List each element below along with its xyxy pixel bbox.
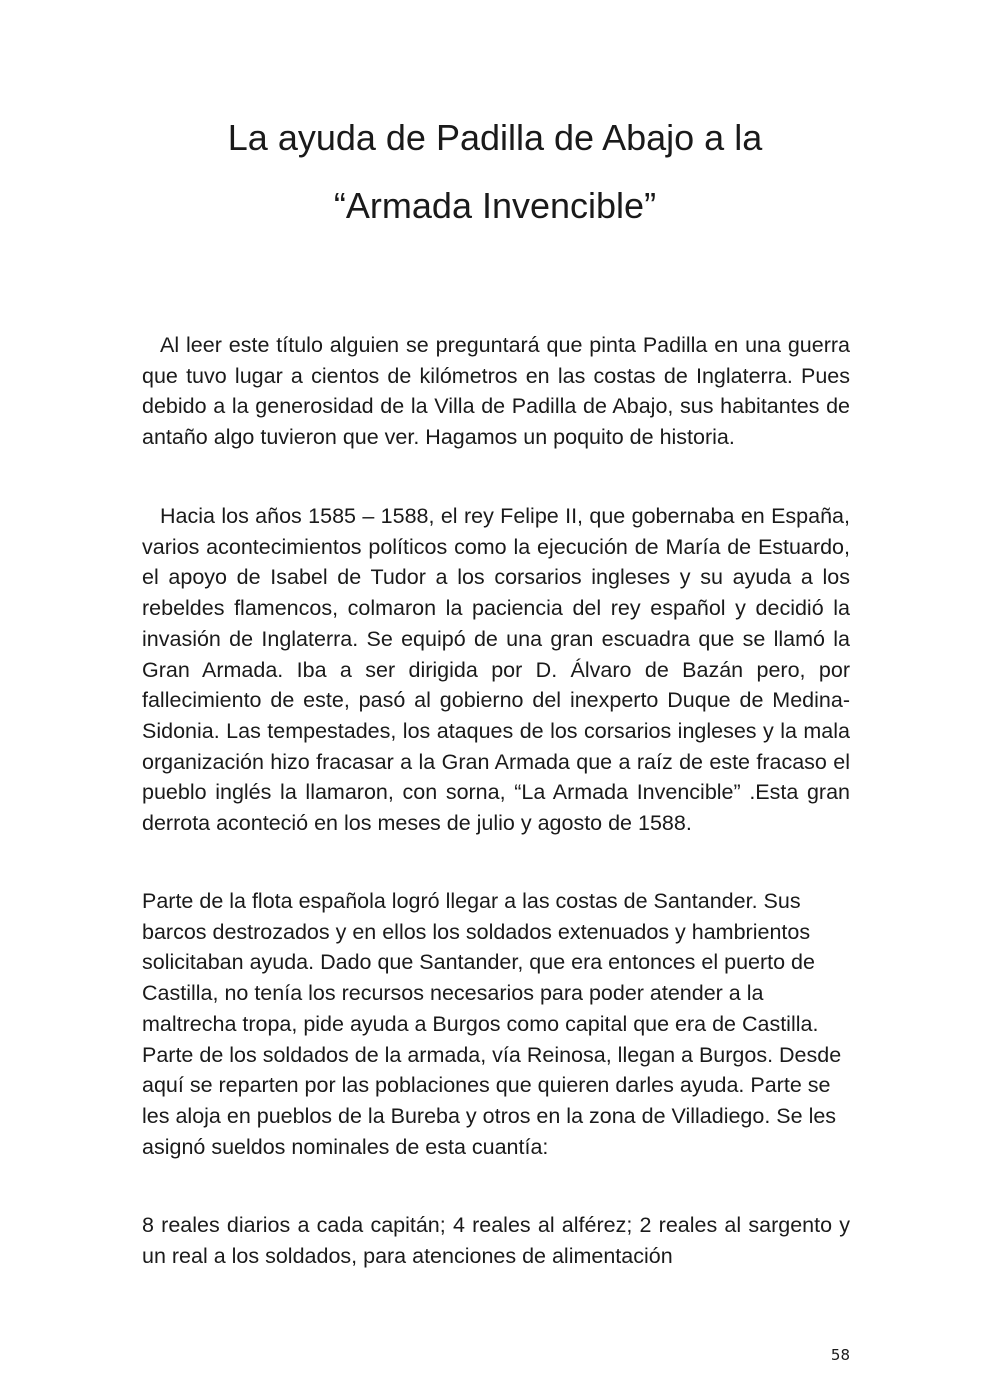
paragraph-history: Hacia los años 1585 – 1588, el rey Felipe II, que gobernaba en España, varios acontecimientos políticos como la ejecución de María de Estuardo, el apoyo de Isabel de Tudor a los corsarios ingleses y su ayuda a los rebeldes flamencos, colmaron la paciencia del rey español y decidió la invasión de Inglaterra. Se equipó de una gran escuadra que se llamó la Gran Armada. Iba a ser dirigida por D. Álvaro de Bazán pero, por fallecimiento de este, pasó al gobierno del inexperto Duque de Medina-Sidonia. Las tempestades, los ataques de los corsarios ingleses y la mala organización hizo fracasar a la Gran Armada que a raíz de este fracaso el pueblo inglés la llamaron, con sorna, “La Armada Invencible” .Esta gran derrota aconteció en los meses de julio y agosto de 1588.	[142, 504, 850, 836]
paragraph-santander: Parte de la flota española logró llegar a las costas de Santander. Sus barcos destrozados y en ellos los soldados extenuados y hambrientos solicitaban ayuda. Dado que Santander, que era entonces el puerto de Castilla, no tenía los recursos necesarios para poder atender a la maltrecha tropa, pide ayuda a Burgos como capital que era de Castilla. Parte de los soldados de la armada, vía Reinosa, llegan a Burgos. Desde aquí se reparten por las poblaciones que quieren darles ayuda. Parte se les aloja en pueblos de la Bureba y otros en la zona de Villadiego. Se les asignó sueldos nominales de esta cuantía:	[142, 889, 842, 1159]
page-number: 58	[830, 1346, 850, 1364]
paragraph-wages: 8 reales diarios a cada capitán; 4 reales al alférez; 2 reales al sargento y un real a los soldados, para atenciones de alimentación	[142, 1213, 850, 1268]
page-title-line-1: La ayuda de Padilla de Abajo a la	[227, 117, 763, 158]
paragraph-intro: Al leer este título alguien se preguntará que pinta Padilla en una guerra que tuvo lugar a cientos de kilómetros en las costas de Inglaterra. Pues debido a la generosidad de la Villa de Padilla de Abajo, sus habitantes de antaño algo tuvieron que ver. Hagamos un poquito de historia.	[142, 333, 850, 450]
page-title-line-2: “Armada Invencible”	[333, 185, 657, 226]
